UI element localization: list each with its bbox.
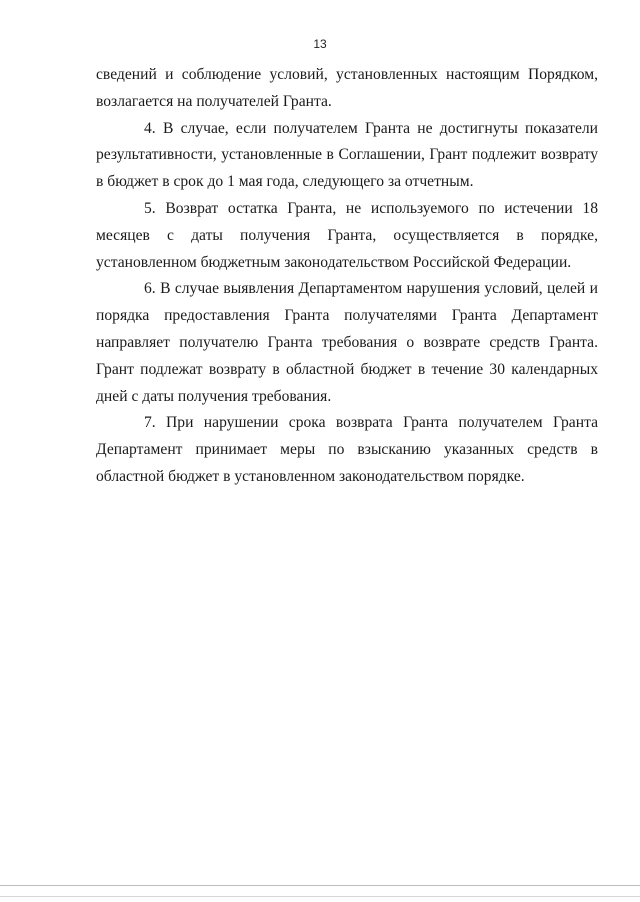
document-body bbox=[96, 62, 598, 491]
paragraph-4: 4. В случае, если получателем Гранта не достигнуты показатели результативности, установленные в Соглашении, Грант подлежит возврату в бюджет в срок до 1 мая года, следующего за отчетным. bbox=[96, 119, 598, 191]
page-number: 13 bbox=[313, 37, 327, 51]
scan-edge-line bbox=[0, 885, 640, 886]
scan-edge-line bbox=[0, 896, 640, 897]
paragraph-6: 6. В случае выявления Департаментом нарушения условий, целей и порядка предоставления Гранта получателями Гранта Департамент направляет получателю Гранта требования о возврате средств Гранта. Грант подлежат возврату в областной бюджет в течение 30 календарных дней с даты получения требования. bbox=[96, 280, 598, 405]
paragraph-7: 7. При нарушении срока возврата Гранта получателем Гранта Департамент принимает меры по взысканию указанных средств в областной бюджет в установленном законодательством порядке. bbox=[96, 414, 598, 485]
paragraph-5: 5. Возврат остатка Гранта, не используемого по истечении 18 месяцев с даты получения Гранта, осуществляется в порядке, установленном бюджетным законодательством Российской Федерации. bbox=[96, 199, 598, 271]
paragraph-continuation: сведений и соблюдение условий, установленных настоящим Порядком, возлагается на получателей Гранта. bbox=[96, 66, 598, 110]
